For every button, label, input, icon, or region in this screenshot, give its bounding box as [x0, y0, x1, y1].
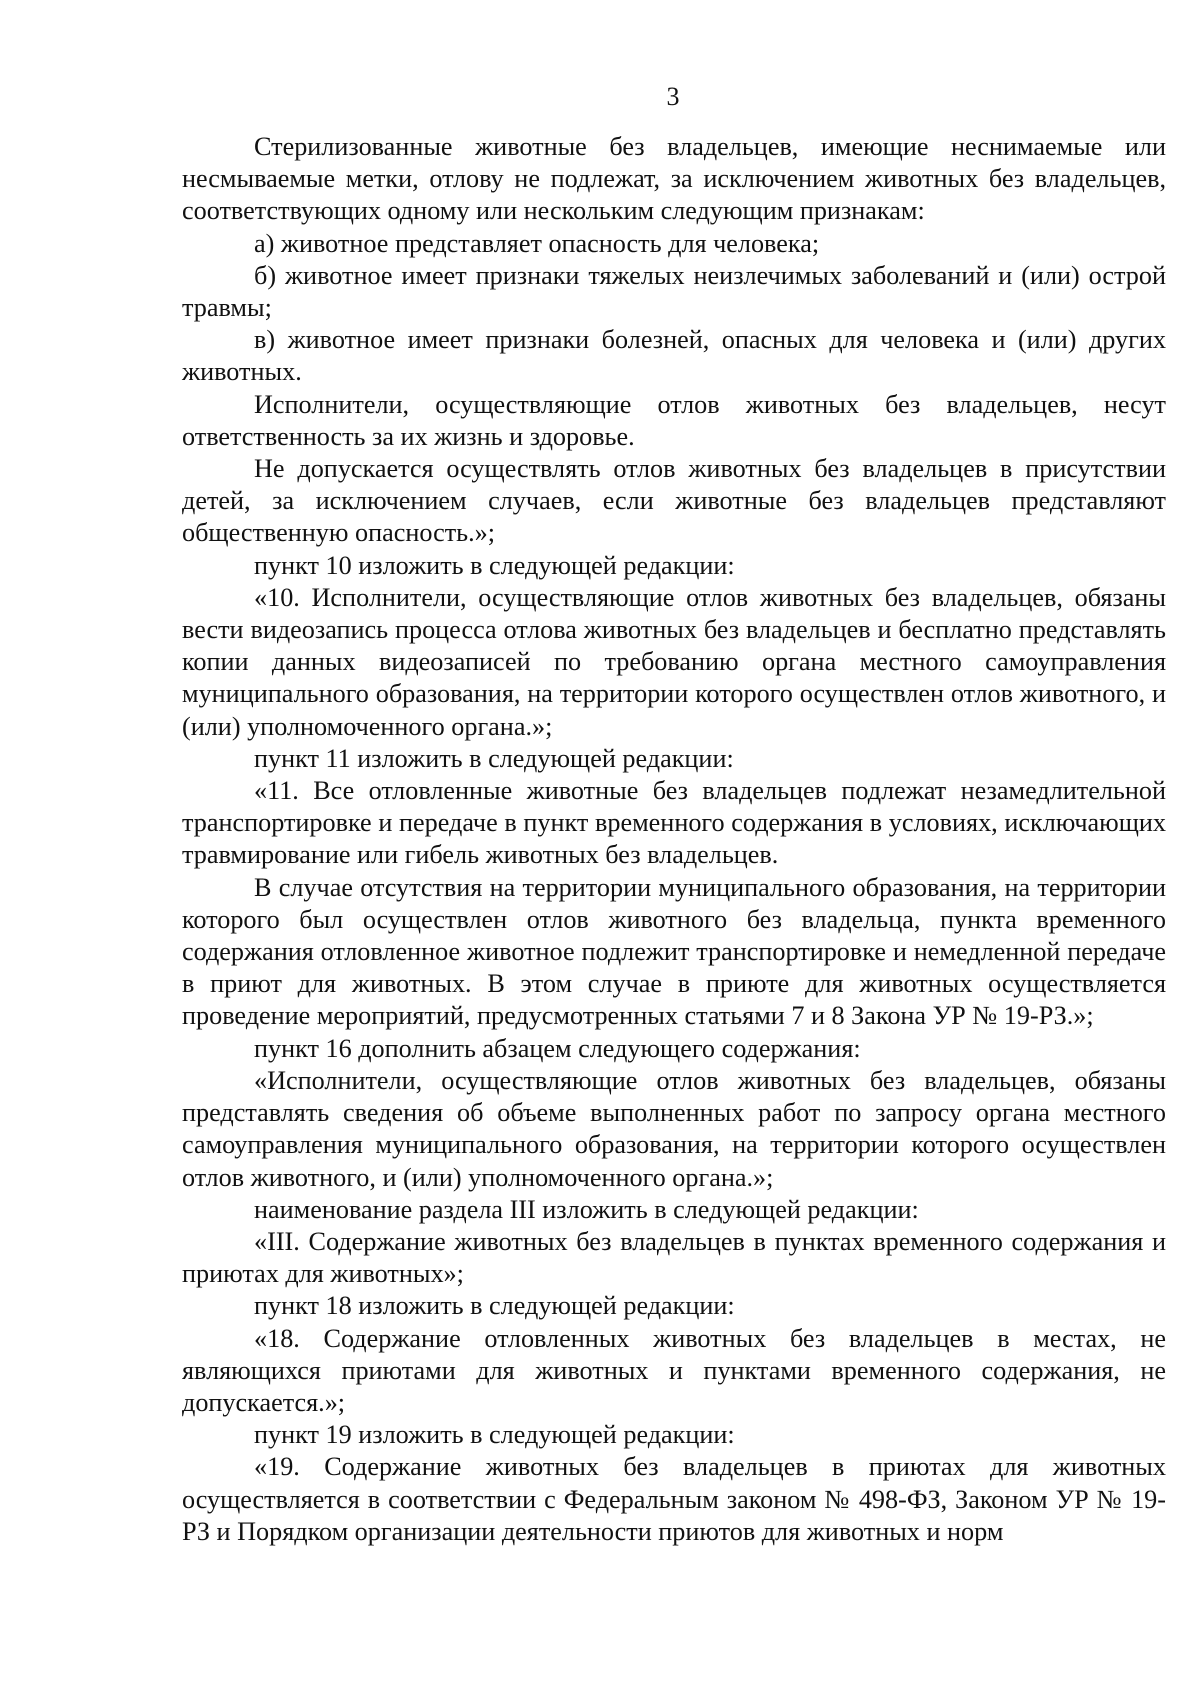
- paragraph: «19. Содержание животных без владельцев в приютах для животных осуществляется в соответствии с Федеральным законом № 498-ФЗ, Законом УР № 19-РЗ и Порядком организации деятельности приютов для животных и норм: [182, 1452, 1166, 1546]
- paragraph: Не допускается осуществлять отлов животных без владельцев в присутствии детей, за исключением случаев, если животные без владельцев представляют общественную опасность.»;: [182, 454, 1166, 548]
- paragraph: пункт 19 изложить в следующей редакции:: [254, 1420, 735, 1450]
- paragraph: Исполнители, осуществляющие отлов животных без владельцев, несут ответственность за их жизнь и здоровье.: [182, 389, 1166, 451]
- paragraph: б) животное имеет признаки тяжелых неизлечимых заболеваний и (или) острой травмы;: [182, 260, 1166, 323]
- page-number: 3: [666, 82, 680, 111]
- paragraph: а) животное представляет опасность для человека;: [254, 228, 820, 258]
- paragraph: «11. Все отловленные животные без владельцев подлежат незамедлительной транспортировке и передаче в пункт временного содержания в условиях, исключающих травмирование или гибель животных без владельцев.: [182, 776, 1166, 870]
- paragraph: «10. Исполнители, осуществляющие отлов животных без владельцев, обязаны вести видеозапись процесса отлова животных без владельцев и бесплатно представлять копии данных видеозаписей по требованию органа местного самоуправления муниципального образования, на территории которого осуществлен отлов животного, и (или) уполномоченного органа.»;: [182, 582, 1166, 741]
- paragraph: наименование раздела III изложить в следующей редакции:: [254, 1194, 919, 1224]
- paragraph: пункт 16 дополнить абзацем следующего содержания:: [254, 1033, 861, 1063]
- paragraph: «III. Содержание животных без владельцев в пунктах временного содержания и приютах для животных»;: [182, 1226, 1166, 1289]
- paragraph: Стерилизованные животные без владельцев, имеющие неснимаемые или несмываемые метки, отлову не подлежат, за исключением животных без владельцев, соответствующих одному или нескольким следующим признакам:: [182, 132, 1166, 226]
- paragraph: «Исполнители, осуществляющие отлов животных без владельцев, обязаны представлять сведения об объеме выполненных работ по запросу органа местного самоуправления муниципального образования, на территории которого осуществлен отлов животного, и (или) уполномоченного органа.»;: [182, 1065, 1166, 1192]
- paragraph: в) животное имеет признаки болезней, опасных для человека и (или) других животных.: [182, 325, 1166, 387]
- paragraph: пункт 18 изложить в следующей редакции:: [254, 1291, 735, 1321]
- paragraph: В случае отсутствия на территории муниципального образования, на территории которого был осуществлен отлов животного без владельца, пункта временного содержания отловленное животное подлежит транспортировке и немедленной передаче в приют для животных. В этом случае в приюте для животных осуществляется проведение мероприятий, предусмотренных статьями 7 и 8 Закона УР № 19-РЗ.»;: [182, 872, 1166, 1031]
- paragraph: пункт 10 изложить в следующей редакции:: [254, 550, 735, 580]
- paragraph: «18. Содержание отловленных животных без владельцев в местах, не являющихся приютами для животных и пунктами временного содержания, не допускается.»;: [182, 1323, 1166, 1417]
- document-body: [182, 131, 1166, 1548]
- paragraph: пункт 11 изложить в следующей редакции:: [254, 743, 734, 773]
